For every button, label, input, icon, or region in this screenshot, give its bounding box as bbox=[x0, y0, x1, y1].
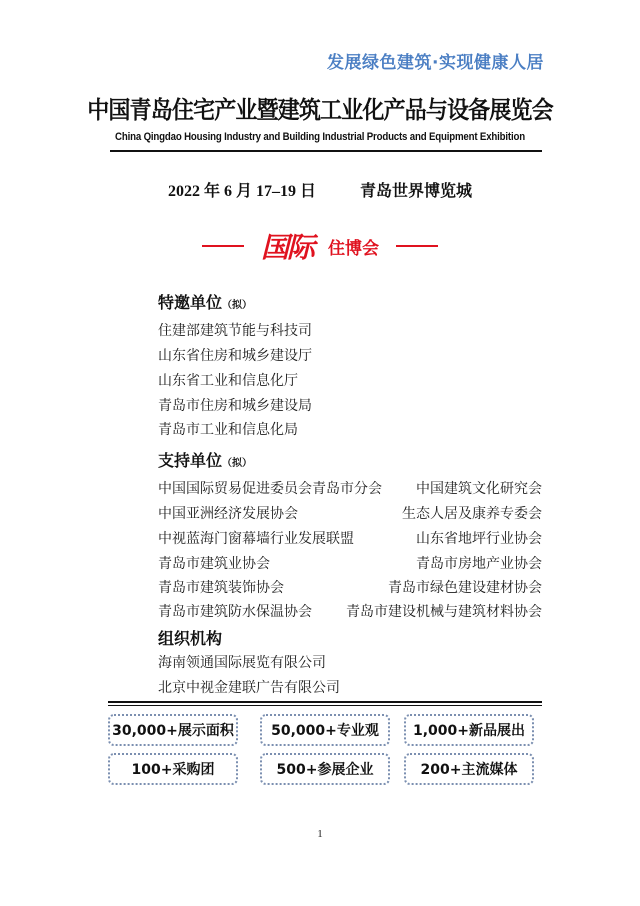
stat-badge: 200+主流媒体 bbox=[404, 753, 534, 785]
event-venue: 青岛世界博览城 bbox=[360, 181, 473, 200]
special-unit-item: 住建部建筑节能与科技司 bbox=[158, 323, 312, 339]
organizers-heading: 组织机构 bbox=[158, 629, 223, 648]
support-unit-left: 中国国际贸易促进委员会青岛市分会 bbox=[158, 481, 382, 497]
support-units-heading-text: 支持单位 bbox=[158, 451, 223, 470]
special-unit-item: 山东省工业和信息化厅 bbox=[158, 373, 298, 389]
slogan: 发展绿色建筑·实现健康人居 bbox=[327, 53, 544, 73]
banner-left-line bbox=[202, 245, 244, 247]
organizer-item: 北京中视金建联广告有限公司 bbox=[158, 680, 340, 696]
special-units-heading-text: 特邀单位 bbox=[158, 293, 223, 312]
support-unit-right: 生态人居及康养专委会 bbox=[402, 506, 542, 522]
support-unit-right: 中国建筑文化研究会 bbox=[416, 481, 542, 497]
support-unit-right: 山东省地坪行业协会 bbox=[416, 531, 542, 547]
organizer-item: 海南领通国际展览有限公司 bbox=[158, 655, 326, 671]
page-subtitle-en: China Qingdao Housing Industry and Building Industrial Products and Equipment Exhibition bbox=[115, 131, 525, 143]
special-unit-item: 山东省住房和城乡建设厅 bbox=[158, 348, 312, 364]
stat-badge: 100+采购团 bbox=[108, 753, 238, 785]
support-unit-row bbox=[158, 528, 542, 548]
support-unit-row bbox=[158, 503, 542, 523]
banner-big-text: 国际 bbox=[260, 231, 313, 264]
stat-badge: 1,000+新品展出 bbox=[404, 714, 534, 746]
support-unit-row bbox=[158, 577, 542, 597]
support-unit-left: 中视蓝海门窗幕墙行业发展联盟 bbox=[158, 531, 354, 547]
stat-badge: 500+参展企业 bbox=[260, 753, 390, 785]
stat-badge: 30,000+展示面积 bbox=[108, 714, 238, 746]
stat-badge: 50,000+专业观 bbox=[260, 714, 390, 746]
title-divider bbox=[110, 150, 542, 152]
special-unit-item: 青岛市住房和城乡建设局 bbox=[158, 398, 312, 414]
support-unit-left: 中国亚洲经济发展协会 bbox=[158, 506, 298, 522]
event-info bbox=[0, 178, 640, 201]
support-unit-left: 青岛市建筑业协会 bbox=[158, 556, 270, 572]
support-unit-left: 青岛市建筑防水保温协会 bbox=[158, 604, 312, 620]
special-unit-item: 青岛市工业和信息化局 bbox=[158, 422, 298, 438]
support-unit-row bbox=[158, 553, 542, 573]
support-units-heading bbox=[158, 448, 252, 471]
banner-right-line bbox=[396, 245, 438, 247]
stats-divider bbox=[108, 701, 542, 706]
support-unit-row bbox=[158, 601, 542, 621]
banner-small-text: 住博会 bbox=[328, 238, 380, 259]
support-unit-right: 青岛市建设机械与建筑材料协会 bbox=[346, 604, 542, 620]
support-unit-right: 青岛市房地产业协会 bbox=[416, 556, 542, 572]
event-date: 2022 年 6 月 17–19 日 bbox=[167, 183, 316, 200]
special-units-note: （拟） bbox=[222, 300, 253, 311]
page-number: 1 bbox=[317, 828, 323, 840]
support-units-note: （拟） bbox=[222, 458, 253, 469]
special-units-heading bbox=[158, 290, 252, 313]
page-title: 中国青岛住宅产业暨建筑工业化产品与设备展览会 bbox=[87, 96, 553, 124]
support-unit-row bbox=[158, 478, 542, 498]
support-unit-left: 青岛市建筑装饰协会 bbox=[158, 580, 284, 596]
support-unit-right: 青岛市绿色建设建材协会 bbox=[388, 580, 542, 596]
banner bbox=[0, 226, 640, 266]
